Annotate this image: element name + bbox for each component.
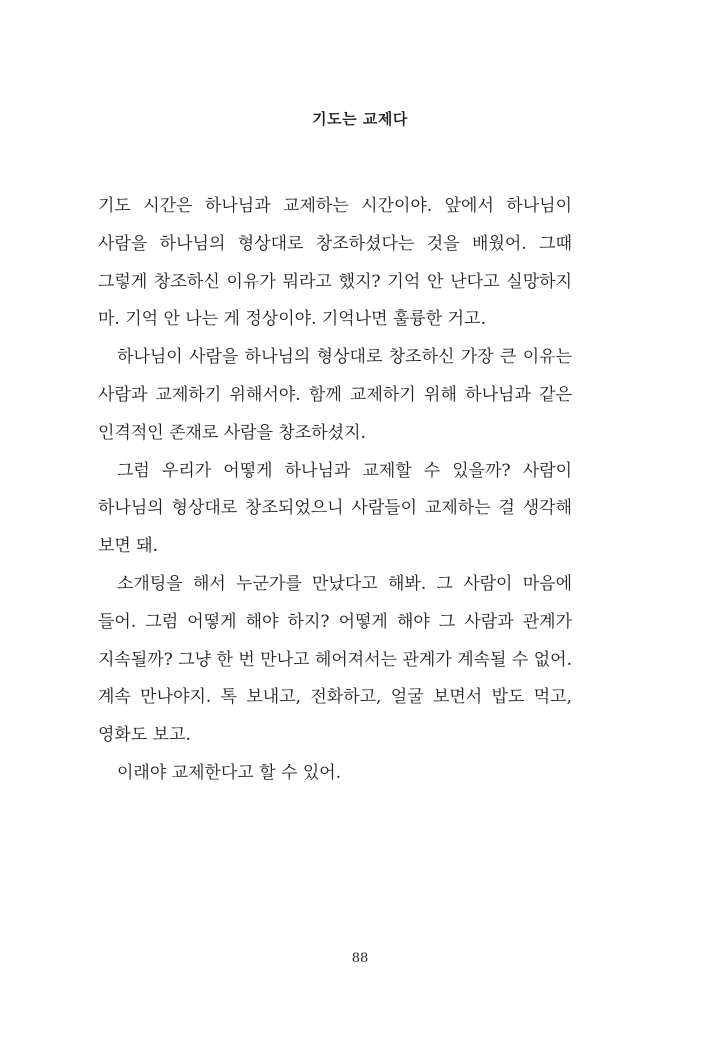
paragraph-4: 소개팅을 해서 누군가를 만났다고 해봐. 그 사람이 마음에 들어. 그럼 어떻게 해야 하지? 어떻게 해야 그 사람과 관계가 지속될까? 그냥 한 번 만나고 헤어져서는 관계가 계속될 수 없어. 계속 만나야지. 톡 보내고, 전화하고, 얼굴 보면서 밥도 먹고, 영화도 보고. bbox=[98, 573, 572, 746]
paragraph-2: 하나님이 사람을 하나님의 형상대로 창조하신 가장 큰 이유는 사람과 교제하기 위해서야. 함께 교제하기 위해 하나님과 같은 인격적인 존재로 사람을 창조하셨지. bbox=[98, 347, 572, 443]
chapter-title: 기도는 교제다 bbox=[312, 110, 408, 128]
paragraph-1: 기도 시간은 하나님과 교제하는 시간이야. 앞에서 하나님이 사람을 하나님의 형상대로 창조하셨다는 것을 배웠어. 그때 그렇게 창조하신 이유가 뭐라고 했지? 기억 안 난다고 실망하지 마. 기억 안 나는 게 정상이야. 기억나면 훌륭한 거고. bbox=[98, 196, 572, 330]
paragraph-5: 이래야 교제한다고 할 수 있어. bbox=[117, 762, 342, 783]
page-number: 88 bbox=[351, 951, 369, 966]
paragraph-3: 그럼 우리가 어떻게 하나님과 교제할 수 있을까? 사람이 하나님의 형상대로 창조되었으니 사람들이 교제하는 걸 생각해 보면 돼. bbox=[98, 460, 572, 557]
body-text bbox=[98, 188, 572, 793]
